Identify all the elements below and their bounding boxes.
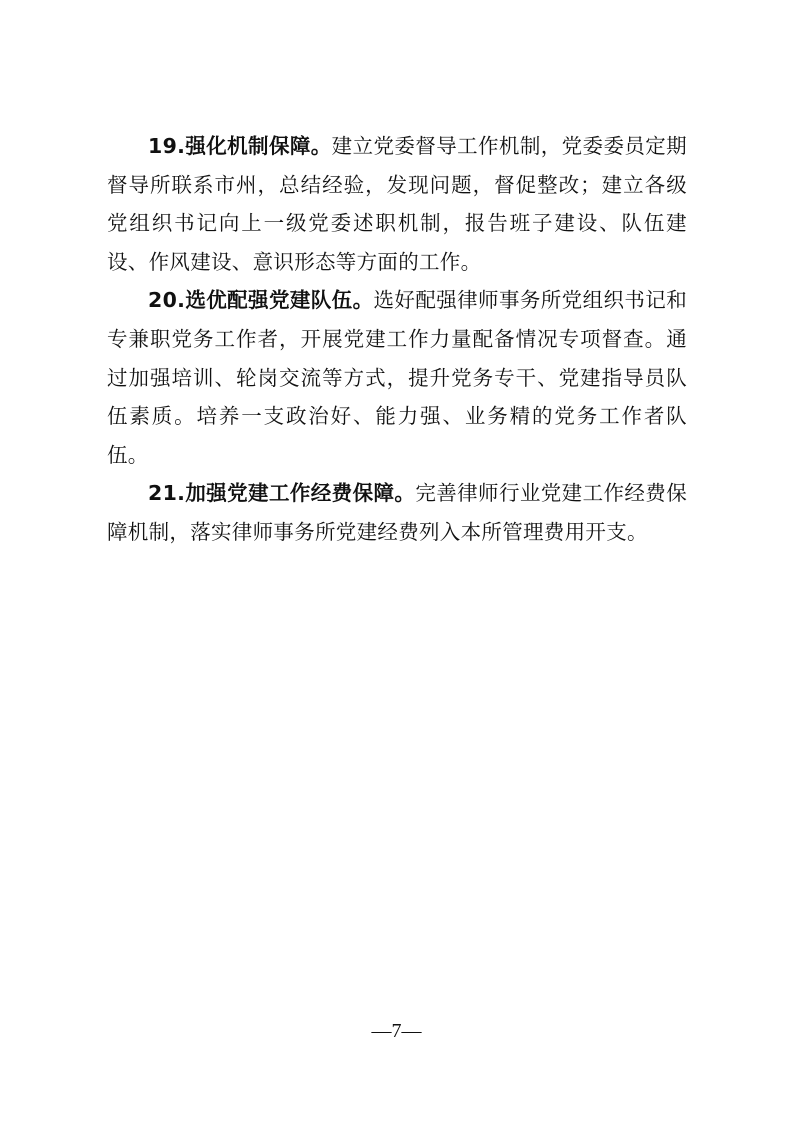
paragraph-19 bbox=[107, 127, 687, 281]
paragraph-20-text: 选好配强律师事务所党组织书记和专兼职党务工作者，开展党建工作力量配备情况专项督查。通过加强培训、轮岗交流等方式，提升党务专干、党建指导员队伍素质。培养一支政治好、能力强、业务精的党务工作者队伍。 bbox=[107, 288, 688, 467]
paragraph-21-heading: 21.加强党建工作经费保障。 bbox=[148, 481, 416, 506]
paragraph-21 bbox=[107, 474, 687, 551]
document-body bbox=[107, 127, 687, 552]
page-number: —7— bbox=[371, 1020, 422, 1042]
paragraph-19-heading: 19.强化机制保障。 bbox=[148, 134, 332, 158]
paragraph-21-text: 完善律师行业党建工作经费保障机制，落实律师事务所党建经费列入本所管理费用开支。 bbox=[107, 481, 688, 544]
paragraph-20-heading: 20.选优配强党建队伍。 bbox=[148, 288, 374, 313]
paragraph-20 bbox=[107, 281, 687, 474]
paragraph-19-text: 建立党委督导工作机制，党委委员定期督导所联系市州，总结经验，发现问题，督促整改；建立各级党组织书记向上一级党委述职机制，报告班子建设、队伍建设、作风建设、意识形态等方面的工作。 bbox=[107, 134, 687, 274]
